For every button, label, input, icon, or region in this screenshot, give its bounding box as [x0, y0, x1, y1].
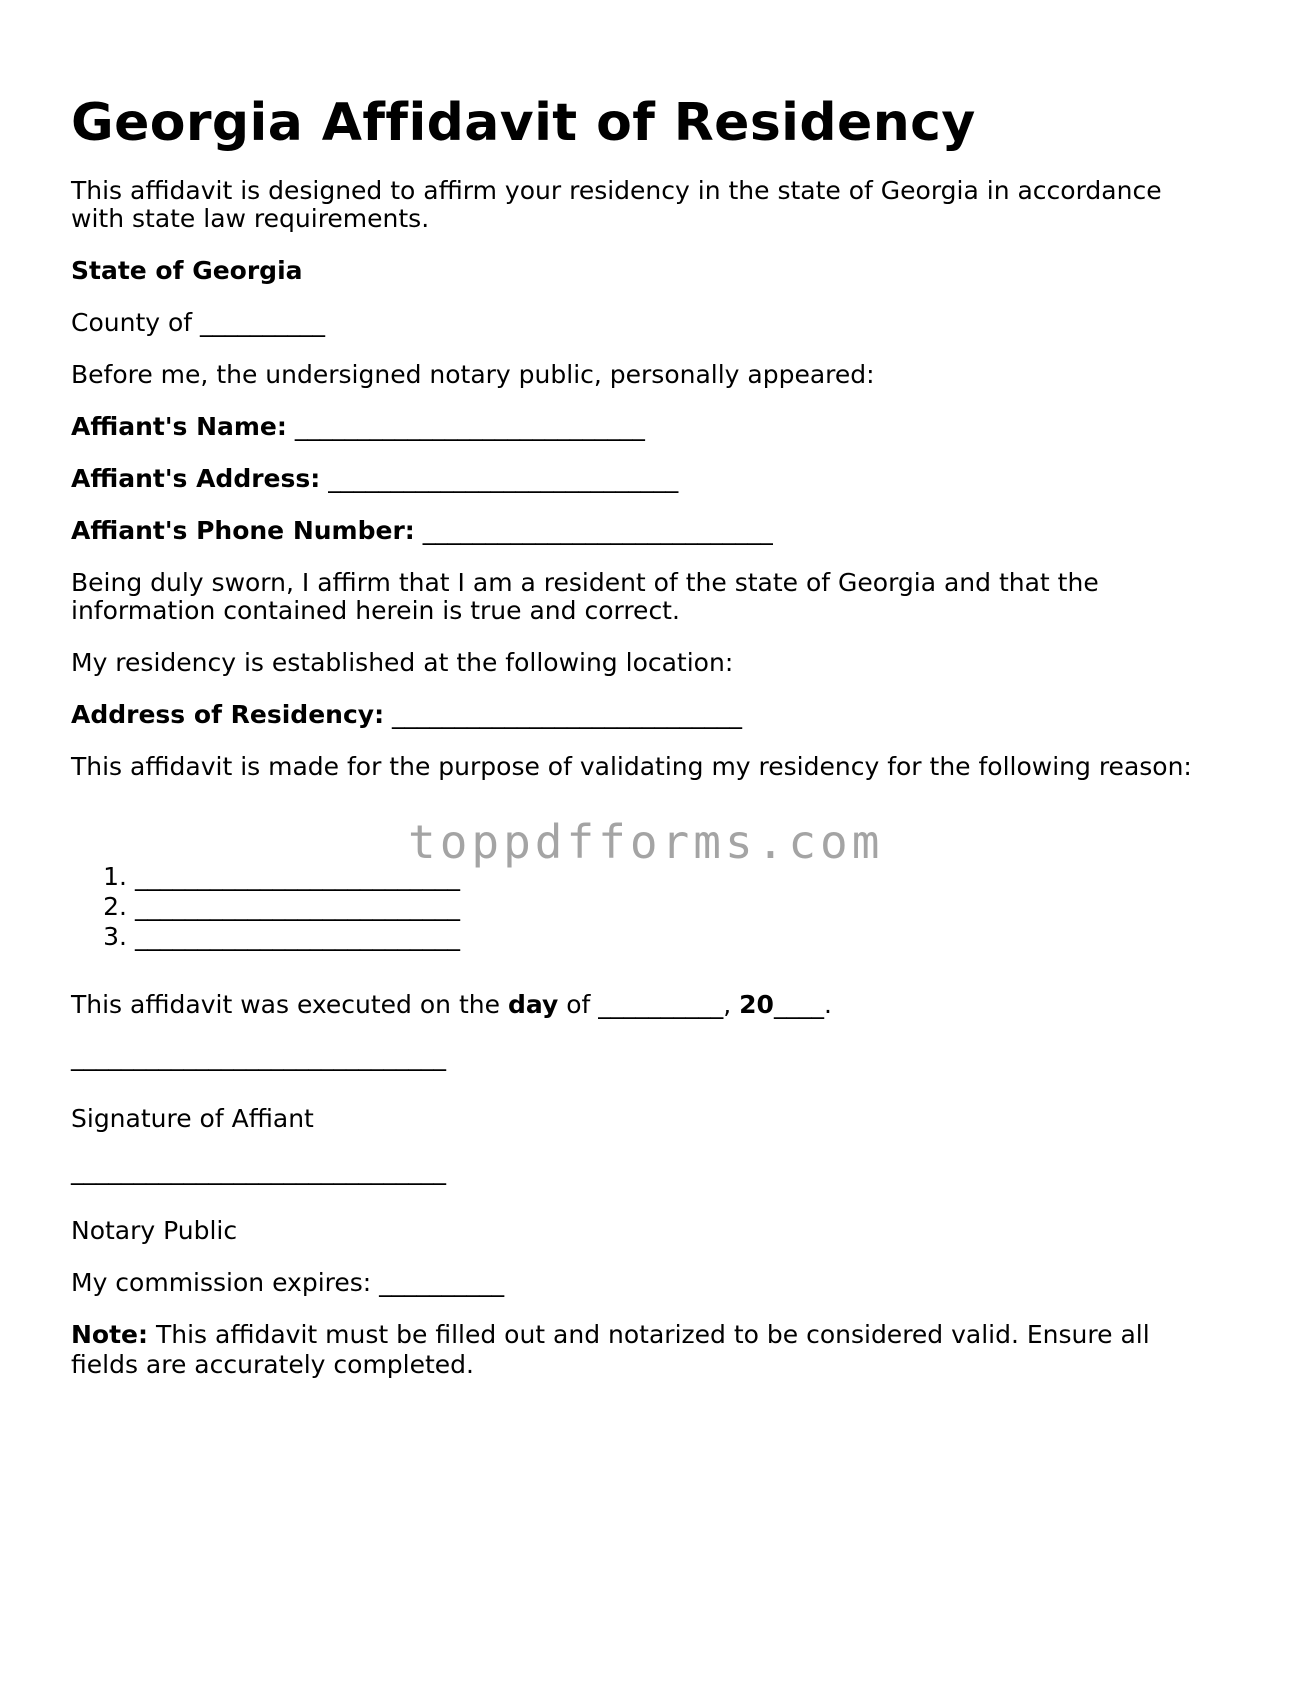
note-line-2: fields are accurately completed.: [71, 1350, 475, 1379]
watermark: toppdfforms.com: [408, 815, 884, 869]
affiant-phone-blank: ____________________________: [422, 516, 773, 545]
executed-part-2: of __________,: [558, 990, 740, 1019]
list-item-number: 1.: [103, 862, 127, 891]
list-item-number: 2.: [103, 892, 127, 921]
affiant-address-label: Affiant's Address:: [71, 464, 321, 493]
note-text: This affidavit must be filled out and notarized to be considered valid. Ensure all: [148, 1320, 1150, 1349]
purpose-text: This affidavit is made for the purpose of validating my residency for the following reason:: [71, 752, 1192, 781]
document-title: Georgia Affidavit of Residency: [71, 93, 976, 153]
affiant-address-field: [71, 464, 678, 494]
before-me-text: Before me, the undersigned notary public, personally appeared:: [71, 360, 875, 389]
residency-intro: My residency is established at the following location:: [71, 648, 734, 677]
executed-line: [71, 990, 832, 1020]
affiant-name-field: [71, 412, 645, 442]
note-line-1: [71, 1320, 1150, 1350]
note-label: Note:: [71, 1320, 149, 1349]
executed-day: day: [507, 990, 559, 1019]
affiant-name-label: Affiant's Name:: [71, 412, 287, 441]
list-item: [71, 862, 460, 892]
commission-line: My commission expires: __________: [71, 1268, 505, 1297]
intro-line-2: with state law requirements.: [71, 204, 430, 233]
affiant-name-blank: ____________________________: [294, 412, 645, 441]
executed-year: 20: [739, 990, 774, 1019]
sworn-line-1: Being duly sworn, I affirm that I am a resident of the state of Georgia and that the: [71, 568, 1099, 597]
sworn-line-2: information contained herein is true and correct.: [71, 596, 680, 625]
affiant-address-blank: ____________________________: [328, 464, 679, 493]
notary-label: Notary Public: [71, 1216, 238, 1245]
list-item-blank: __________________________: [135, 892, 460, 921]
list-item-number: 3.: [103, 922, 127, 951]
executed-part-3: ____.: [773, 990, 832, 1019]
signature-line: ______________________________: [71, 1042, 446, 1071]
intro-line-1: This affidavit is designed to affirm your residency in the state of Georgia in accordance: [71, 176, 1162, 205]
list-item-blank: __________________________: [135, 862, 460, 891]
residency-address-blank: ____________________________: [392, 700, 743, 729]
affiant-phone-field: [71, 516, 773, 546]
signature-label: Signature of Affiant: [71, 1104, 314, 1133]
list-item-blank: __________________________: [135, 922, 460, 951]
county-line: County of __________: [71, 308, 326, 337]
affiant-phone-label: Affiant's Phone Number:: [71, 516, 415, 545]
reasons-list: [71, 862, 460, 952]
list-item: [71, 892, 460, 922]
list-item: [71, 922, 460, 952]
state-heading: State of Georgia: [71, 256, 303, 285]
residency-address-field: [71, 700, 742, 730]
executed-part-1: This affidavit was executed on the: [71, 990, 508, 1019]
notary-line: ______________________________: [71, 1156, 446, 1185]
residency-address-label: Address of Residency:: [71, 700, 385, 729]
